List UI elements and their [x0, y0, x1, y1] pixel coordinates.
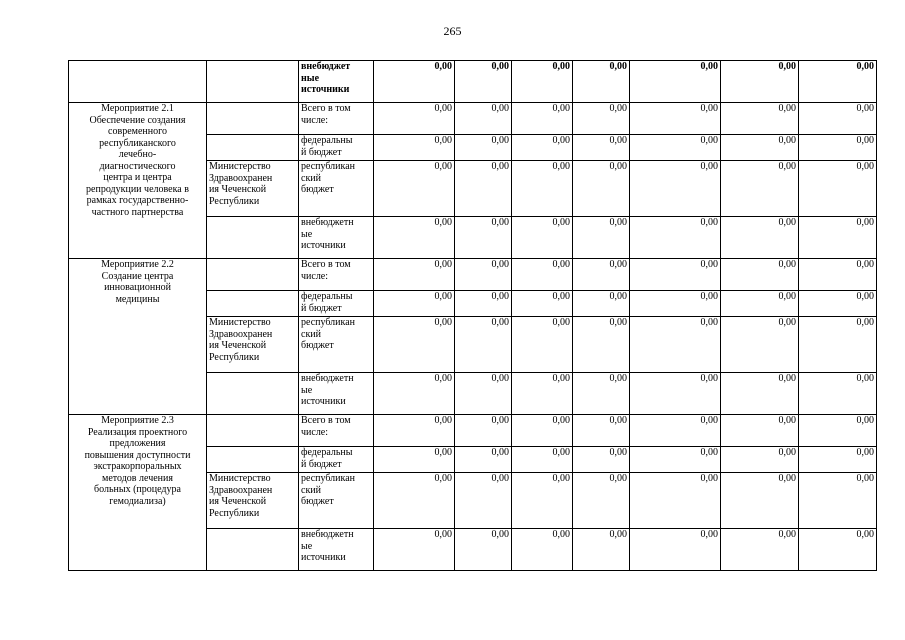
amount-cell: 0,00 — [512, 161, 573, 217]
amount-cell: 0,00 — [799, 217, 877, 259]
amount-cell: 0,00 — [721, 291, 799, 317]
source-label: внебюджет ные источники — [299, 61, 374, 103]
amount-cell: 0,00 — [573, 161, 630, 217]
amount-cell: 0,00 — [799, 161, 877, 217]
responsible-cell-empty — [207, 259, 299, 291]
amount-cell: 0,00 — [512, 291, 573, 317]
amount-cell: 0,00 — [573, 317, 630, 373]
amount-cell: 0,00 — [455, 161, 512, 217]
source-label: республикан ский бюджет — [299, 317, 374, 373]
amount-cell: 0,00 — [512, 415, 573, 447]
responsible-cell-empty — [207, 61, 299, 103]
amount-cell: 0,00 — [799, 373, 877, 415]
amount-cell: 0,00 — [455, 373, 512, 415]
amount-cell: 0,00 — [799, 317, 877, 373]
amount-cell: 0,00 — [512, 217, 573, 259]
amount-cell: 0,00 — [374, 373, 455, 415]
page-number: 265 — [443, 24, 462, 38]
amount-cell: 0,00 — [721, 161, 799, 217]
amount-cell: 0,00 — [573, 447, 630, 473]
amount-cell: 0,00 — [721, 103, 799, 135]
amount-cell: 0,00 — [374, 447, 455, 473]
amount-cell: 0,00 — [455, 415, 512, 447]
table-body — [69, 61, 877, 571]
source-label: федеральны й бюджет — [299, 135, 374, 161]
responsible-cell-empty — [207, 135, 299, 161]
amount-cell: 0,00 — [630, 373, 721, 415]
amount-cell: 0,00 — [630, 415, 721, 447]
amount-cell: 0,00 — [630, 529, 721, 571]
amount-cell: 0,00 — [512, 135, 573, 161]
amount-cell: 0,00 — [573, 103, 630, 135]
responsible-executor: Министерство Здравоохранен ия Чеченской Республики — [207, 161, 299, 217]
amount-cell: 0,00 — [721, 447, 799, 473]
table-row — [69, 415, 877, 447]
amount-cell: 0,00 — [374, 161, 455, 217]
amount-cell: 0,00 — [374, 291, 455, 317]
amount-cell: 0,00 — [512, 103, 573, 135]
responsible-cell-empty — [207, 447, 299, 473]
responsible-executor: Министерство Здравоохранен ия Чеченской Республики — [207, 317, 299, 373]
amount-cell: 0,00 — [573, 373, 630, 415]
amount-cell: 0,00 — [455, 291, 512, 317]
responsible-executor: Министерство Здравоохранен ия Чеченской Республики — [207, 473, 299, 529]
amount-cell: 0,00 — [455, 259, 512, 291]
source-label: внебюджетн ые источники — [299, 217, 374, 259]
amount-cell: 0,00 — [455, 317, 512, 373]
event-title: Мероприятие 2.3 Реализация проектного предложения повышения доступности экстракорпоральных методов лечения больных (процедура гемодиализа) — [69, 415, 207, 571]
amount-cell: 0,00 — [573, 415, 630, 447]
amount-cell: 0,00 — [374, 415, 455, 447]
source-label: республикан ский бюджет — [299, 473, 374, 529]
amount-cell: 0,00 — [512, 317, 573, 373]
amount-cell: 0,00 — [374, 473, 455, 529]
amount-cell: 0,00 — [721, 61, 799, 103]
amount-cell: 0,00 — [630, 291, 721, 317]
amount-cell: 0,00 — [721, 259, 799, 291]
amount-cell: 0,00 — [512, 373, 573, 415]
table-row — [69, 61, 877, 103]
source-label: федеральны й бюджет — [299, 447, 374, 473]
amount-cell: 0,00 — [630, 103, 721, 135]
amount-cell: 0,00 — [721, 373, 799, 415]
amount-cell: 0,00 — [455, 103, 512, 135]
amount-cell: 0,00 — [374, 259, 455, 291]
amount-cell: 0,00 — [512, 473, 573, 529]
amount-cell: 0,00 — [374, 103, 455, 135]
amount-cell: 0,00 — [455, 61, 512, 103]
event-title: Мероприятие 2.2 Создание центра инновационной медицины — [69, 259, 207, 415]
amount-cell: 0,00 — [512, 447, 573, 473]
amount-cell: 0,00 — [799, 529, 877, 571]
amount-cell: 0,00 — [374, 217, 455, 259]
amount-cell: 0,00 — [573, 61, 630, 103]
amount-cell: 0,00 — [573, 291, 630, 317]
amount-cell: 0,00 — [630, 217, 721, 259]
amount-cell: 0,00 — [630, 161, 721, 217]
amount-cell: 0,00 — [721, 217, 799, 259]
table-row — [69, 103, 877, 135]
amount-cell: 0,00 — [721, 473, 799, 529]
amount-cell: 0,00 — [799, 135, 877, 161]
amount-cell: 0,00 — [374, 529, 455, 571]
amount-cell: 0,00 — [455, 473, 512, 529]
amount-cell: 0,00 — [630, 317, 721, 373]
responsible-cell-empty — [207, 291, 299, 317]
amount-cell: 0,00 — [573, 473, 630, 529]
amount-cell: 0,00 — [799, 447, 877, 473]
event-cell-empty — [69, 61, 207, 103]
amount-cell: 0,00 — [799, 415, 877, 447]
amount-cell: 0,00 — [455, 447, 512, 473]
source-label: внебюджетн ые источники — [299, 373, 374, 415]
event-title: Мероприятие 2.1 Обеспечение создания современного республиканского лечебно- диагностического центра и центра репродукции человека в рамках государственно- частного партнерства — [69, 103, 207, 259]
amount-cell: 0,00 — [721, 415, 799, 447]
responsible-cell-empty — [207, 415, 299, 447]
amount-cell: 0,00 — [573, 217, 630, 259]
amount-cell: 0,00 — [512, 61, 573, 103]
amount-cell: 0,00 — [630, 447, 721, 473]
amount-cell: 0,00 — [455, 529, 512, 571]
amount-cell: 0,00 — [455, 135, 512, 161]
table-row — [69, 259, 877, 291]
amount-cell: 0,00 — [573, 135, 630, 161]
amount-cell: 0,00 — [799, 291, 877, 317]
amount-cell: 0,00 — [630, 61, 721, 103]
responsible-cell-empty — [207, 373, 299, 415]
amount-cell: 0,00 — [721, 529, 799, 571]
amount-cell: 0,00 — [721, 135, 799, 161]
responsible-cell-empty — [207, 217, 299, 259]
amount-cell: 0,00 — [630, 135, 721, 161]
amount-cell: 0,00 — [512, 259, 573, 291]
source-label: Всего в том числе: — [299, 415, 374, 447]
amount-cell: 0,00 — [573, 259, 630, 291]
amount-cell: 0,00 — [455, 217, 512, 259]
source-label: федеральны й бюджет — [299, 291, 374, 317]
budget-table — [68, 60, 877, 571]
amount-cell: 0,00 — [374, 317, 455, 373]
amount-cell: 0,00 — [573, 529, 630, 571]
amount-cell: 0,00 — [374, 135, 455, 161]
responsible-cell-empty — [207, 103, 299, 135]
amount-cell: 0,00 — [799, 473, 877, 529]
source-label: республикан ский бюджет — [299, 161, 374, 217]
amount-cell: 0,00 — [374, 61, 455, 103]
source-label: внебюджетн ые источники — [299, 529, 374, 571]
responsible-cell-empty — [207, 529, 299, 571]
amount-cell: 0,00 — [630, 259, 721, 291]
source-label: Всего в том числе: — [299, 103, 374, 135]
amount-cell: 0,00 — [721, 317, 799, 373]
amount-cell: 0,00 — [799, 103, 877, 135]
amount-cell: 0,00 — [630, 473, 721, 529]
amount-cell: 0,00 — [799, 61, 877, 103]
source-label: Всего в том числе: — [299, 259, 374, 291]
amount-cell: 0,00 — [799, 259, 877, 291]
amount-cell: 0,00 — [512, 529, 573, 571]
